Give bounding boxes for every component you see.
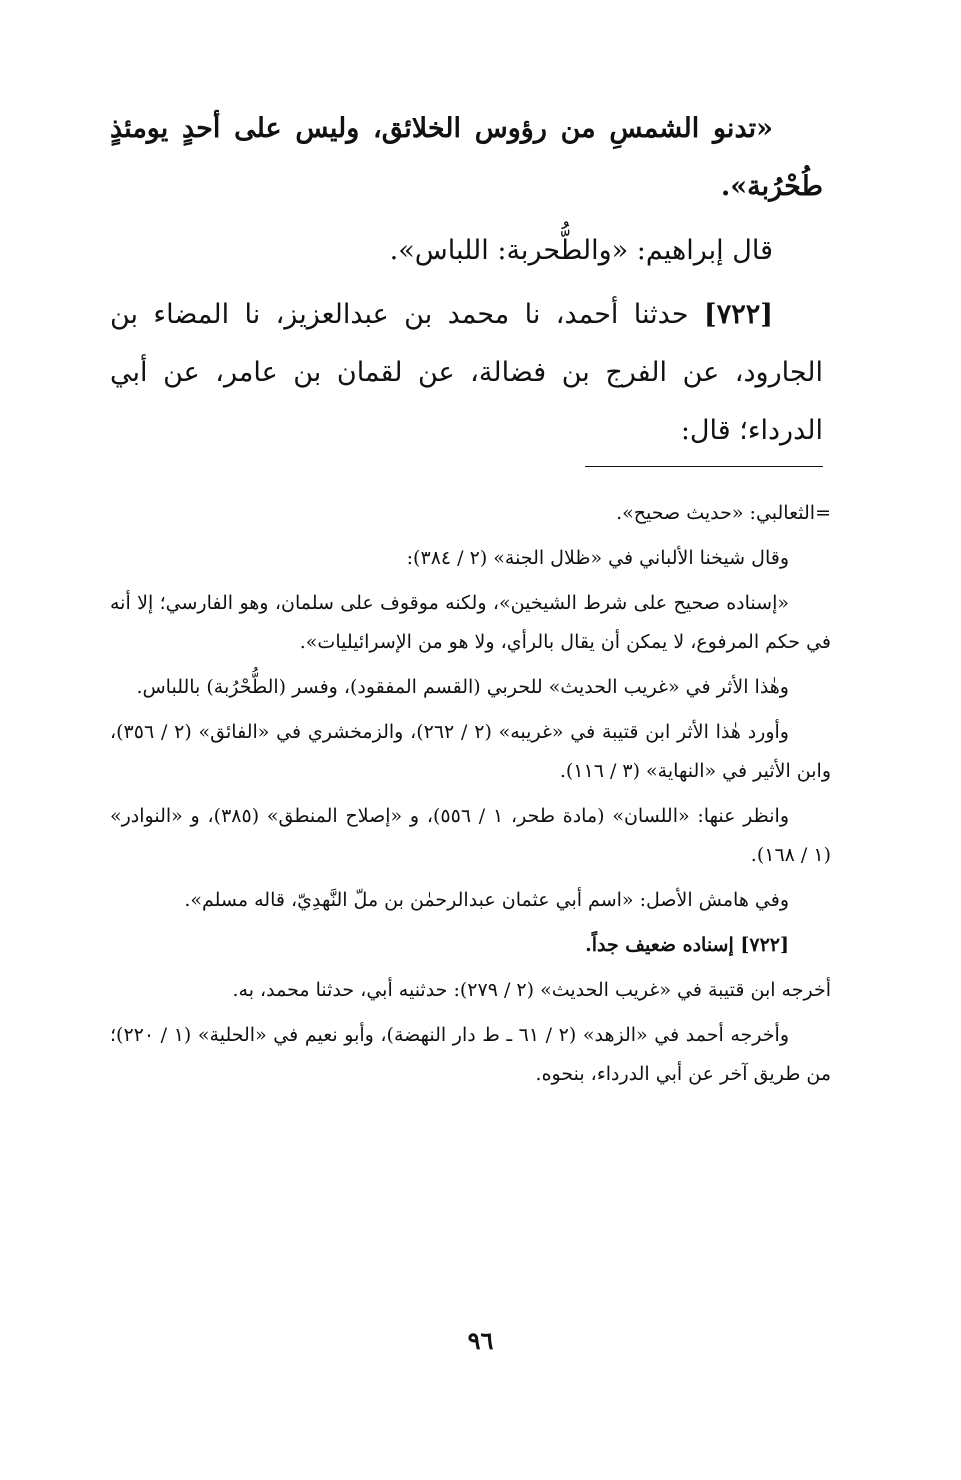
footnote-paragraph: وقال شيخنا الألباني في «ظلال الجنة» (٢ / ٣٨٤):: [406, 547, 789, 569]
footnote-paragraph: أخرجه ابن قتيبة في «غريب الحديث» (٢ / ٢٧٩): حدثنيه أبي، حدثنا محمد، به.: [232, 979, 831, 1001]
footnote-divider: [585, 466, 823, 467]
hadith-number: [٧٢٢]: [703, 299, 773, 330]
footnotes-block: [110, 494, 831, 1100]
footnote-paragraph: وانظر عنها: «اللسان» (مادة طحر، ١ / ٥٥٦)، و «إصلاح المنطق» (٣٨٥)، و «النوادر» (١ / ١٦٨).: [110, 805, 831, 866]
footnote-paragraph: «إسناده صحيح على شرط الشيخين»، ولكنه موقوف على سلمان، وهو الفارسي؛ إلا أنه في حكم المرفوع، لا يمكن أن يقال بالرأي، ولا هو من الإسرائيليات».: [110, 592, 831, 653]
hadith-722-paragraph: [110, 286, 823, 460]
footnote-paragraph: وفي هامش الأصل: «اسم أبي عثمان عبدالرحمٰن بن ملّ النَّهدِيّ، قاله مسلم».: [184, 889, 789, 911]
hadith-722-chain: حدثنا أحمد، نا محمد بن عبدالعزيز، نا المضاء بن الجارود، عن الفرج بن فضالة، عن لقمان بن عامر، عن أبي الدرداء؛ قال:: [110, 299, 823, 446]
hadith-quote: «تدنو الشمسِ من رؤوس الخلائق، وليس على أحدٍ يومئذٍ طُحْرُبة».: [110, 113, 823, 202]
footnote-paragraph: وأخرجه أحمد في «الزهد» (٢ / ٦١ ـ ط دار النهضة)، وأبو نعيم في «الحلية» (١ / ٢٢٠)؛ من طريق آخر عن أبي الدرداء، بنحوه.: [110, 1024, 831, 1085]
footnote-paragraph: وهٰذا الأثر في «غريب الحديث» للحربي (القسم المفقود)، وفسر (الطُّحْرُبة) باللباس.: [136, 676, 789, 698]
page-number: ٩٦: [467, 1326, 494, 1355]
footnote-continuation: =الثعالبي: «حديث صحيح».: [616, 502, 831, 524]
footnote-paragraph: وأورد هٰذا الأثر ابن قتيبة في «غريبه» (٢ / ٢٦٢)، والزمخشري في «الفائق» (٢ / ٣٥٦)، وابن الأثير في «النهاية» (٣ / ١١٦).: [110, 721, 831, 782]
ibrahim-explanation: قال إبراهيم: «والطُّحربة: اللباس».: [389, 235, 773, 266]
footnote-hadith-grade: [٧٢٢] إسناده ضعيف جداً.: [585, 934, 789, 956]
main-text-block: [110, 100, 823, 466]
